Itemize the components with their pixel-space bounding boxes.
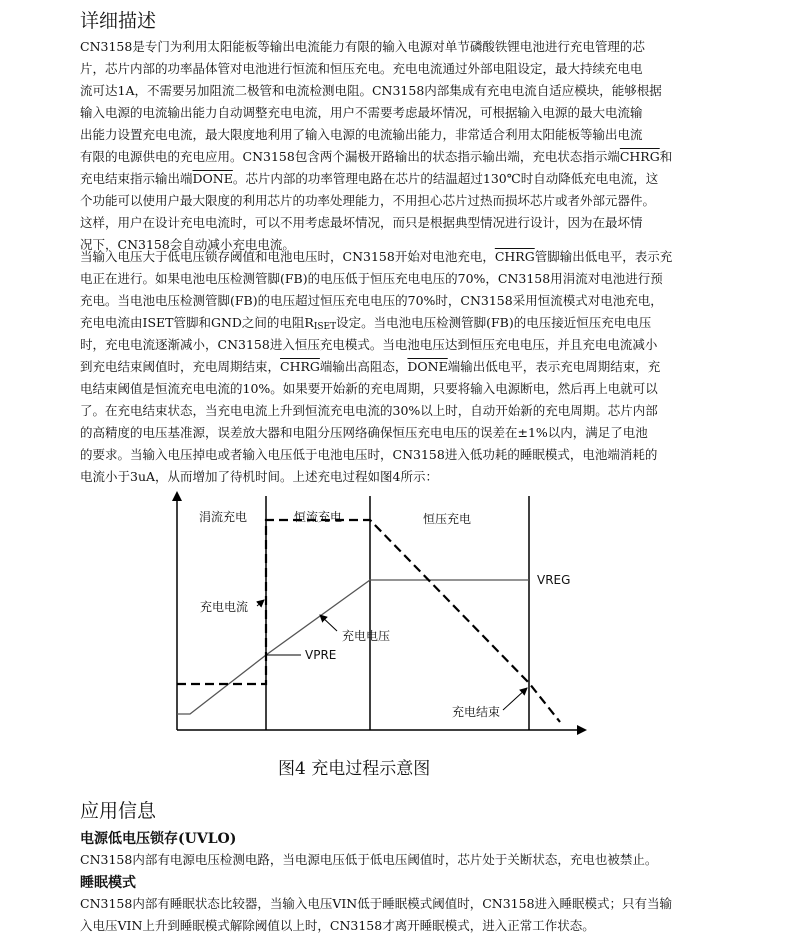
text-run: 电流小于3uA，从而增加了待机时间。上述充电过程如图4所示： [80, 469, 438, 484]
label-charge-current: 充电电流 [200, 600, 249, 614]
paragraph-overview [80, 36, 720, 256]
text-run: 设定。当电池电压检测管脚(FB)的电压接近恒压充电电压 [336, 315, 652, 330]
text-run: 出能力设置充电电流，最大限度地利用了输入电源的电流输出能力，非常适合利用太阳能板等输出电流 [80, 127, 643, 142]
text-run: 的高精度的电压基准源，误差放大器和电阻分压网络确保恒压充电电压的误差在±1%以内，满足了电池 [80, 425, 648, 440]
text-run: 这样，用户在设计充电电流时，可以不用考虑最坏情况，而只是根据典型情况进行设计，因为在最坏情 [80, 215, 643, 230]
text-run: 片，芯片内部的功率晶体管对电池进行恒流和恒压充电。充电电流通过外部电阻设定，最大持续充电电 [80, 61, 643, 76]
text-run: 有限的电源供电的充电应用。CN3158包含两个漏极开路输出的状态指示输出端，充电状态指示端 [80, 149, 620, 164]
text-run: CN3158内部有电源电压检测电路，当电源电压低于低电压阈值时，芯片处于关断状态，充电也被禁止。 [80, 852, 658, 867]
paragraph-charge-process [80, 246, 720, 488]
text-run: 入电压VIN上升到睡眠模式解除阈值以上时，CN3158才离开睡眠模式，进入正常工作状态。 [80, 918, 595, 933]
paragraph-sleep-mode [80, 893, 720, 937]
text-run: 个功能可以使用户最大限度的利用芯片的功率处理能力，不用担心芯片过热而损坏芯片或者外部元器件。 [80, 193, 656, 208]
text-run: 况下，CN3158会自动减小充电电流。 [80, 237, 295, 252]
subheading-uvlo: 电源低电压锁存(UVLO) [80, 831, 237, 847]
text-run: 的要求。当输入电压掉电或者输入电压低于电池电压时，CN3158进入低功耗的睡眠模式，电池端消耗的 [80, 447, 658, 462]
text-run: 当输入电压大于低电压锁存阈值和电池电压时，CN3158开始对电池充电， [80, 249, 495, 264]
text-run: 流可达1A，不需要另加阻流二极管和电流检测电阻。CN3158内部集成有充电电流自适应模块，能够根据 [80, 83, 662, 98]
text-line [80, 893, 720, 915]
label-charge-end: 充电结束 [452, 705, 501, 719]
text-line [80, 422, 720, 444]
text-line [80, 212, 720, 234]
text-line [80, 190, 720, 212]
text-line [80, 268, 720, 290]
text-line [80, 334, 720, 356]
signal-name: CHRG [494, 249, 535, 264]
paragraph-uvlo [80, 849, 720, 871]
subheading-sleep-mode: 睡眠模式 [80, 875, 136, 891]
signal-name: DONE [407, 359, 448, 374]
figure-caption: 图4 充电过程示意图 [278, 759, 431, 779]
text-line [80, 102, 720, 124]
text-line [80, 466, 720, 488]
text-line [80, 246, 720, 268]
text-run: 了。在充电结束状态，当充电电流上升到恒流充电电流的30%以上时，自动开始新的充电周期。芯片内部 [80, 403, 658, 418]
text-line [80, 146, 720, 168]
text-line [80, 356, 720, 378]
label-cv-phase: 恒压充电 [423, 512, 472, 526]
label-vpre: VPRE [305, 648, 337, 662]
text-run: 充电结束指示输出端 [80, 171, 193, 186]
signal-name: DONE [192, 171, 233, 186]
label-vreg: VREG [537, 573, 571, 587]
text-line [80, 312, 720, 334]
section-heading-application: 应用信息 [80, 800, 157, 822]
text-line [80, 849, 720, 871]
signal-name: CHRG [619, 149, 660, 164]
text-run: 电结束阈值是恒流充电电流的10%。如果要开始新的充电周期，只要将输入电源断电，然后再上电就可以 [80, 381, 658, 396]
text-run: 到充电结束阈值时，充电周期结束， [80, 359, 281, 374]
end-pointer [503, 688, 527, 710]
label-trickle-phase: 涓流充电 [199, 510, 248, 524]
text-line [80, 915, 720, 937]
text-line [80, 290, 720, 312]
text-line [80, 168, 720, 190]
voltage-pointer [320, 615, 337, 631]
text-run: 输入电源的电流输出能力自动调整充电电流，用户不需要考虑最坏情况，可根据输入电源的最大电流输 [80, 105, 643, 120]
charge-current-curve [177, 520, 560, 722]
text-line [80, 58, 720, 80]
text-line [80, 378, 720, 400]
text-line [80, 400, 720, 422]
text-run: 端输出高阻态， [319, 359, 408, 374]
text-run: 电正在进行。如果电池电压检测管脚(FB)的电压低于恒压充电电压的70%，CN3158用涓流对电池进行预 [80, 271, 663, 286]
text-run: 充电。当电池电压检测管脚(FB)的电压超过恒压充电电压的70%时，CN3158采用恒流模式对电池充电， [80, 293, 663, 308]
text-line [80, 80, 720, 102]
charge-process-figure [165, 488, 595, 738]
section-heading-detail: 详细描述 [80, 10, 157, 32]
text-run: 管脚输出低电平，表示充 [534, 249, 673, 264]
current-pointer [257, 600, 264, 606]
text-line [80, 36, 720, 58]
text-line [80, 444, 720, 466]
text-run: 。芯片内部的功率管理电路在芯片的结温超过130℃时自动降低充电电流，这 [232, 171, 659, 186]
label-cc-phase: 恒流充电 [294, 510, 343, 524]
signal-name: CHRG [280, 359, 320, 374]
text-run: 时，充电电流逐渐减小，CN3158进入恒压充电模式。当电池电压达到恒压充电电压，并且充电电流减小 [80, 337, 658, 352]
text-line [80, 124, 720, 146]
text-run: 和 [659, 149, 673, 164]
text-run: 端输出低电平，表示充电周期结束，充 [447, 359, 661, 374]
text-run: CN3158是专门为利用太阳能板等输出电流能力有限的输入电源对单节磷酸铁锂电池进行充电管理的芯 [80, 39, 645, 54]
label-charge-voltage: 充电电压 [342, 629, 391, 643]
text-run: 充电电流由ISET管脚和GND之间的电阻R [80, 315, 314, 330]
text-run: CN3158内部有睡眠状态比较器，当输入电压VIN低于睡眠模式阈值时，CN3158进入睡眠模式；只有当输 [80, 896, 673, 911]
subscript: ISET [313, 322, 337, 332]
